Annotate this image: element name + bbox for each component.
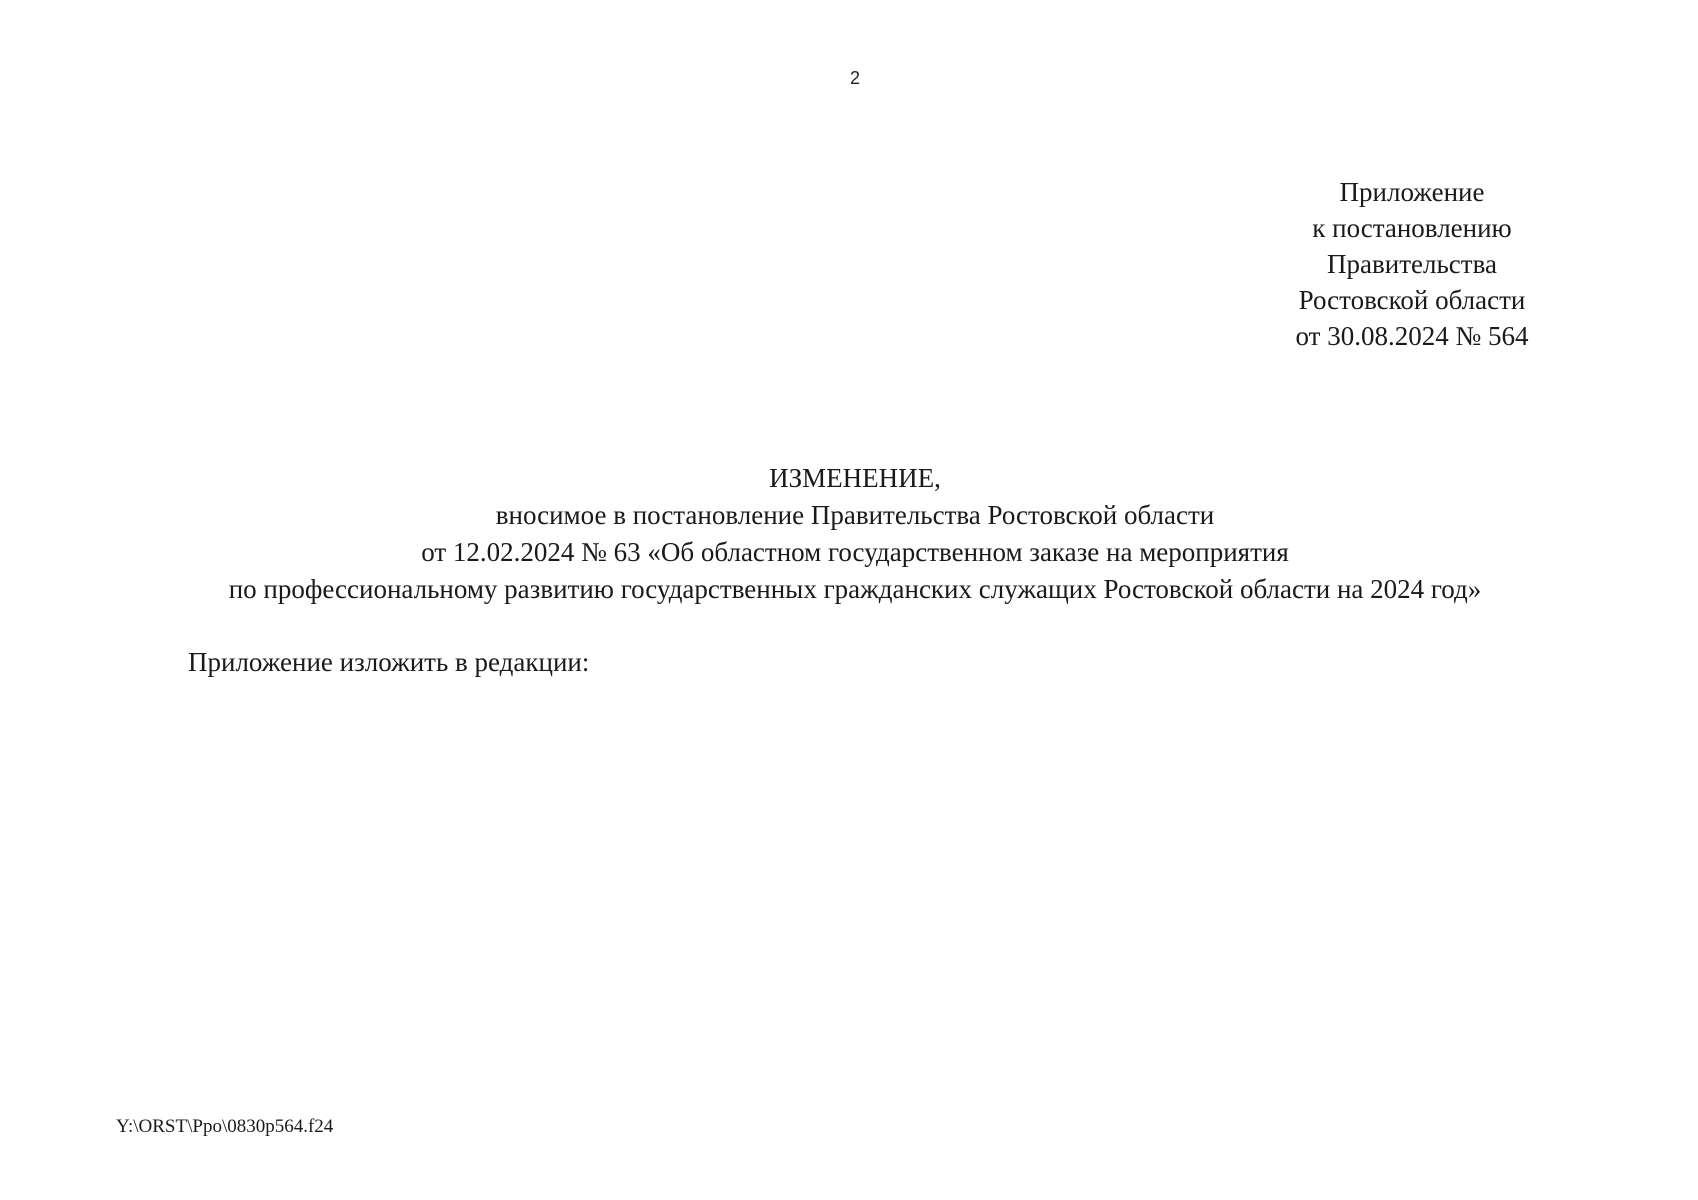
appendix-line-2: к постановлению: [1312, 213, 1512, 243]
appendix-reference: [1262, 174, 1562, 354]
page-number: 2: [849, 68, 860, 88]
title-line-2: от 12.02.2024 № 63 «Об областном государственном заказе на мероприятия: [421, 537, 1289, 567]
title-line-3: по профессиональному развитию государственных гражданских служащих Ростовской области на 2024 год»: [228, 574, 1482, 604]
footer-file-path: Y:\ORST\Ppo\0830p564.f24: [116, 1116, 334, 1137]
body-paragraph: Приложение изложить в редакции:: [188, 647, 590, 677]
appendix-line-4: Ростовской области: [1298, 285, 1526, 315]
document-title: [0, 460, 1698, 608]
appendix-line-1: Приложение: [1339, 177, 1485, 207]
title-line-1: вносимое в постановление Правительства Ростовской области: [495, 500, 1215, 530]
appendix-line-5: от 30.08.2024 № 564: [1295, 321, 1529, 351]
title-heading: ИЗМЕНЕНИЕ,: [769, 463, 941, 493]
appendix-line-3: Правительства: [1327, 249, 1497, 279]
